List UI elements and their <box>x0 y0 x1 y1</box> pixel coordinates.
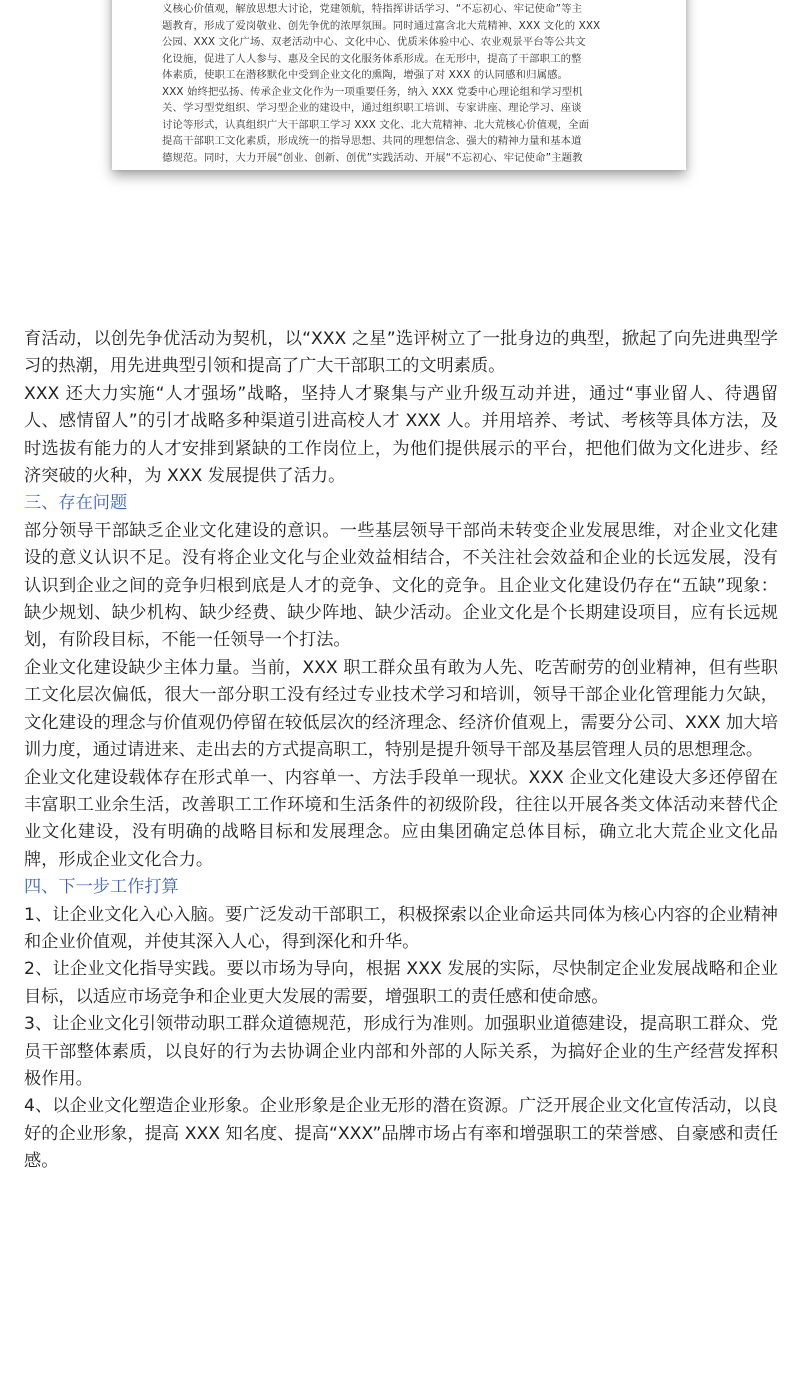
preview-line: 关、学习型党组织、学习型企业的建设中，通过组织职工培训、专家讲座、理论学习、座谈 <box>162 102 582 114</box>
paragraph: 4、以企业文化塑造企业形象。企业形象是企业无形的潜在资源。广泛开展企业文化宣传活动，以良好的企业形象，提高 XXX 知名度、提高“XXX”品牌市场占有率和增强职工的荣誉感、自豪感和责任感。 <box>24 1096 778 1172</box>
preview-line: 义核心价值观，解放思想大讨论，党建领航，特指挥讲话学习、“不忘初心、牢记使命”等主 <box>162 3 583 15</box>
document-preview-card <box>112 0 686 170</box>
preview-line: 讨论等形式，认真组织广大干部职工学习 XXX 文化、北大荒精神、北大荒核心价值观，全面 <box>162 118 590 131</box>
paragraph: 3、让企业文化引领带动职工群众道德规范，形成行为准则。加强职业道德建设，提高职工群众、党员干部整体素质，以良好的行为去协调企业内部和外部的人际关系，为搞好企业的生产经营发挥积极作用。 <box>24 1014 778 1089</box>
paragraph: XXX 还大力实施“人才强场”战略，坚持人才聚集与产业升级互动并进，通过“事业留人、待遇留人、感情留人”的引才战略多种渠道引进高校人才 XXX 人。并用培养、考试、考核等具体方法，及时选拔有能力的人才安排到紧缺的工作岗位上，为他们提供展示的平台，把他们做为文化进步、经济突破的火种，为 XXX 发展提供了活力。 <box>24 383 778 487</box>
paragraph: 部分领导干部缺乏企业文化建设的意识。一些基层领导干部尚未转变企业发展思维，对企业文化建设的意义认识不足。没有将企业文化与企业效益相结合，不关注社会效益和企业的长远发展，没有认识到企业之间的竞争归根到底是人才的竞争、文化的竞争。且企业文化建设仍存在“五缺”现象：缺少规划、缺少机构、缺少经费、缺少阵地、缺少活动。企业文化是个长期建设项目，应有长远规划，有阶段目标，不能一任领导一个打法。 <box>24 520 778 651</box>
paragraph: 1、让企业文化入心入脑。要广泛发动干部职工，积极探索以企业命运共同体为核心内容的企业精神和企业价值观，并使其深入人心，得到深化和升华。 <box>24 904 778 952</box>
preview-line: 题教育，形成了爱岗敬业、创先争优的浓厚氛围。同时通过富含北大荒精神、XXX 文化的 XXX <box>162 19 601 32</box>
preview-line: 体素质，使职工在潜移默化中受到企业文化的熏陶，增强了对 XXX 的认同感和归属感。 <box>162 69 569 81</box>
preview-line: 提高干部职工文化素质，形成统一的指导思想、共同的理想信念、强大的精神力量和基本道 <box>162 135 582 147</box>
paragraph: 育活动，以创先争优活动为契机，以“XXX 之星”选评树立了一批身边的典型，掀起了向先进典型学习的热潮，用先进典型引领和提高了广大干部职工的文明素质。 <box>24 329 778 377</box>
paragraph: 企业文化建设缺少主体力量。当前，XXX 职工群众虽有敢为人先、吃苦耐劳的创业精神，但有些职工文化层次偏低，很大一部分职工没有经过专业技术学习和培训，领导干部企业化管理能力欠缺，文化建设的理念与价值观仍停留在较低层次的经济理念、经济价值观上，需要分公司、XXX 加大培训力度，通过请进来、走出去的方式提高职工，特别是提升领导干部及基层管理人员的思想理念。 <box>24 657 778 761</box>
document-body <box>24 326 778 1176</box>
preview-line: 公园、XXX 文化广场、双老活动中心、文化中心、优质米体验中心、农业观景平台等公共文 <box>162 36 586 48</box>
preview-line: XXX 始终把弘扬、传承企业文化作为一项重要任务，纳入 XXX 党委中心理论组和学习型机 <box>162 85 583 98</box>
section-heading-problems: 三、存在问题 <box>24 493 128 514</box>
preview-line: 德规范。同时，大力开展“创业、创新、创优”实践活动、开展“不忘初心、牢记使命”主题教 <box>162 151 583 164</box>
preview-text <box>162 1 640 166</box>
paragraph: 企业文化建设载体存在形式单一、内容单一、方法手段单一现状。XXX 企业文化建设大多还停留在丰富职工业余生活，改善职工工作环境和生活条件的初级阶段，往往以开展各类文体活动来替代企业文化建设，没有明确的战略目标和发展理念。应由集团确定总体目标，确立北大荒企业文化品牌，形成企业文化合力。 <box>24 767 778 870</box>
section-heading-next-steps: 四、下一步工作打算 <box>24 877 179 898</box>
paragraph: 2、让企业文化指导实践。要以市场为导向，根据 XXX 发展的实际，尽快制定企业发展战略和企业目标，以适应市场竞争和企业更大发展的需要，增强职工的责任感和使命感。 <box>24 959 778 1007</box>
preview-line: 化设施，促进了人人参与、惠及全民的文化服务体系形成。在无形中，提高了干部职工的整 <box>162 52 582 65</box>
